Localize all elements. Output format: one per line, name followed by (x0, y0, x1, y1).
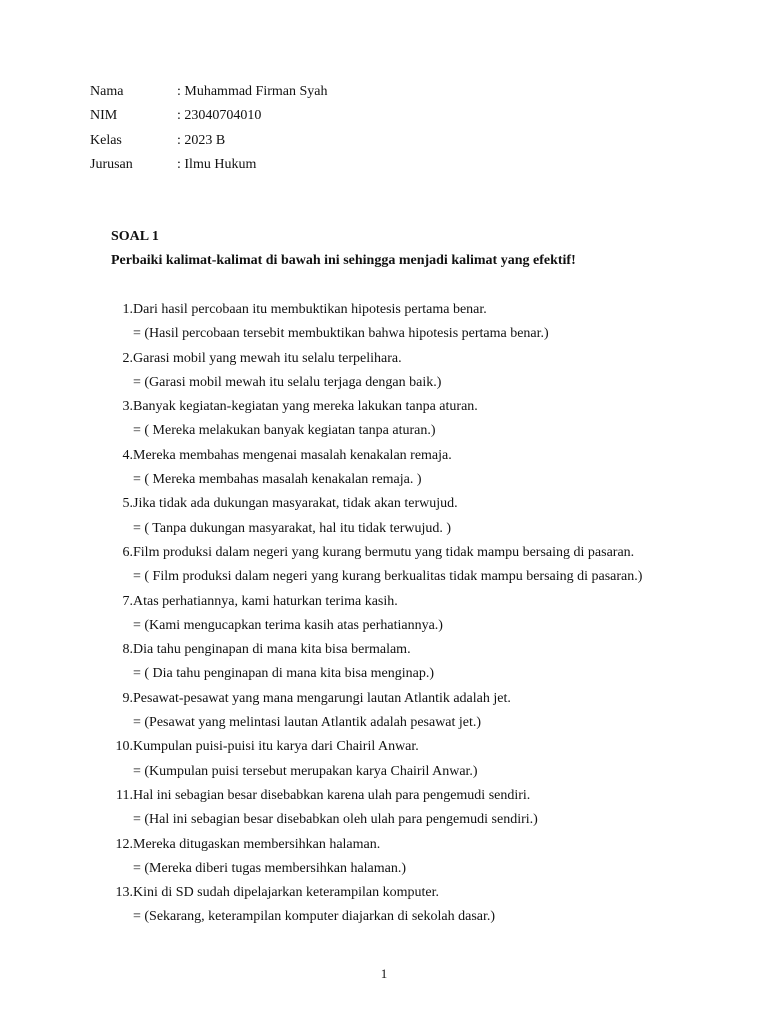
question-text: Mereka membahas mengenai masalah kenakalan remaja. (133, 447, 452, 463)
list-item (90, 349, 730, 398)
question-text: Pesawat-pesawat yang mana mengarungi lautan Atlantik adalah jet. (133, 690, 511, 706)
list-item (90, 689, 730, 738)
info-label: Jurusan (90, 156, 133, 172)
info-value: : Muhammad Firman Syah (177, 84, 328, 99)
soal-title: SOAL 1 (111, 229, 159, 244)
question-number-cell (90, 494, 133, 518)
question-text: Film produksi dalam negeri yang kurang bermutu yang tidak mampu bersaing di pasaran. (133, 544, 635, 560)
list-item (90, 737, 730, 786)
question-number: 9. (122, 690, 133, 706)
info-row-jurusan (90, 155, 328, 179)
info-value: : Ilmu Hukum (177, 156, 257, 172)
question-number: 10. (115, 739, 133, 755)
question-text: Kini di SD sudah dipelajarkan keterampilan komputer. (133, 885, 439, 901)
list-item (90, 397, 730, 446)
list-item (90, 592, 730, 641)
answer-text: = ( Film produksi dalam negeri yang kurang berkualitas tidak mampu bersaing di pasaran.) (133, 569, 643, 585)
question-number: 4. (122, 447, 133, 463)
list-item (90, 543, 730, 592)
list-item (90, 883, 730, 932)
question-line (90, 737, 730, 761)
question-number-cell (90, 543, 133, 567)
question-text: Hal ini sebagian besar disebabkan karena ulah para pengemudi sendiri. (133, 787, 531, 803)
question-line (90, 689, 730, 713)
question-number-cell (90, 300, 133, 324)
question-line (90, 349, 730, 373)
question-number-cell (90, 397, 133, 421)
page-number: 1 (380, 966, 388, 981)
list-item (90, 835, 730, 884)
question-text: Mereka ditugaskan membersihkan halaman. (133, 836, 381, 852)
question-line (90, 446, 730, 470)
question-number: 11. (116, 787, 133, 803)
question-text: Atas perhatiannya, kami haturkan terima kasih. (133, 593, 398, 609)
answer-text: = ( Tanpa dukungan masyarakat, hal itu tidak terwujud. ) (133, 520, 452, 536)
info-label: NIM (90, 108, 118, 124)
question-number-cell (90, 592, 133, 616)
question-number: 2. (122, 350, 133, 366)
info-row-kelas (90, 131, 328, 155)
soal-instruction: Perbaiki kalimat-kalimat di bawah ini sehingga menjadi kalimat yang efektif! (111, 253, 576, 268)
question-number-cell (90, 786, 133, 810)
info-value: : 23040704010 (177, 108, 262, 124)
list-item (90, 446, 730, 495)
question-line (90, 543, 730, 567)
question-text: Dia tahu penginapan di mana kita bisa bermalam. (133, 642, 411, 658)
question-line (90, 883, 730, 907)
question-line (90, 640, 730, 664)
answer-text: = (Pesawat yang melintasi lautan Atlantik adalah pesawat jet.) (133, 715, 482, 731)
answer-text: = (Mereka diberi tugas membersihkan halaman.) (133, 860, 407, 876)
question-number-cell (90, 835, 133, 859)
question-line (90, 397, 730, 421)
question-text: Kumpulan puisi-puisi itu karya dari Chairil Anwar. (133, 739, 419, 755)
question-text: Garasi mobil yang mewah itu selalu terpelihara. (133, 350, 402, 366)
info-label: Nama (90, 84, 124, 99)
question-number-cell (90, 737, 133, 761)
question-text: Jika tidak ada dukungan masyarakat, tidak akan terwujud. (133, 496, 458, 512)
list-item (90, 640, 730, 689)
answer-text: = (Hasil percobaan tersebit membuktikan bahwa hipotesis pertama benar.) (133, 326, 549, 342)
info-row-nim (90, 106, 328, 130)
answer-text: = (Hal ini sebagian besar disebabkan oleh ulah para pengemudi sendiri.) (133, 812, 538, 828)
answer-text: = (Kami mengucapkan terima kasih atas perhatiannya.) (133, 617, 443, 633)
list-item (90, 300, 730, 349)
answer-text: = ( Mereka membahas masalah kenakalan remaja. ) (133, 472, 422, 488)
question-number: 6. (122, 544, 133, 560)
question-number-cell (90, 689, 133, 713)
question-number: 5. (122, 496, 133, 512)
question-line (90, 494, 730, 518)
question-line (90, 300, 730, 324)
question-text: Banyak kegiatan-kegiatan yang mereka lakukan tanpa aturan. (133, 399, 478, 415)
question-number: 12. (115, 836, 133, 852)
answer-text: = ( Mereka melakukan banyak kegiatan tanpa aturan.) (133, 423, 436, 439)
answer-text: = ( Dia tahu penginapan di mana kita bisa menginap.) (133, 666, 435, 682)
question-line (90, 786, 730, 810)
question-number: 13. (115, 885, 133, 901)
question-number: 7. (122, 593, 133, 609)
info-row-nama (90, 82, 328, 106)
answer-text: = (Kumpulan puisi tersebut merupakan karya Chairil Anwar.) (133, 763, 478, 779)
question-number-cell (90, 349, 133, 373)
question-number: 3. (122, 399, 133, 415)
info-label: Kelas (90, 132, 122, 148)
question-number: 8. (122, 642, 133, 658)
question-text: Dari hasil percobaan itu membuktikan hipotesis pertama benar. (133, 302, 487, 317)
answer-text: = (Sekarang, keterampilan komputer diajarkan di sekolah dasar.) (133, 909, 496, 925)
question-number-cell (90, 883, 133, 907)
question-line (90, 835, 730, 859)
question-number-cell (90, 446, 133, 470)
question-list (90, 300, 730, 932)
question-number-cell (90, 640, 133, 664)
list-item (90, 786, 730, 835)
soal-heading (111, 227, 576, 271)
info-value: : 2023 B (177, 132, 226, 148)
list-item (90, 494, 730, 543)
student-info (90, 82, 328, 179)
question-number: 1. (122, 302, 133, 317)
answer-text: = (Garasi mobil mewah itu selalu terjaga dengan baik.) (133, 374, 442, 390)
question-line (90, 592, 730, 616)
